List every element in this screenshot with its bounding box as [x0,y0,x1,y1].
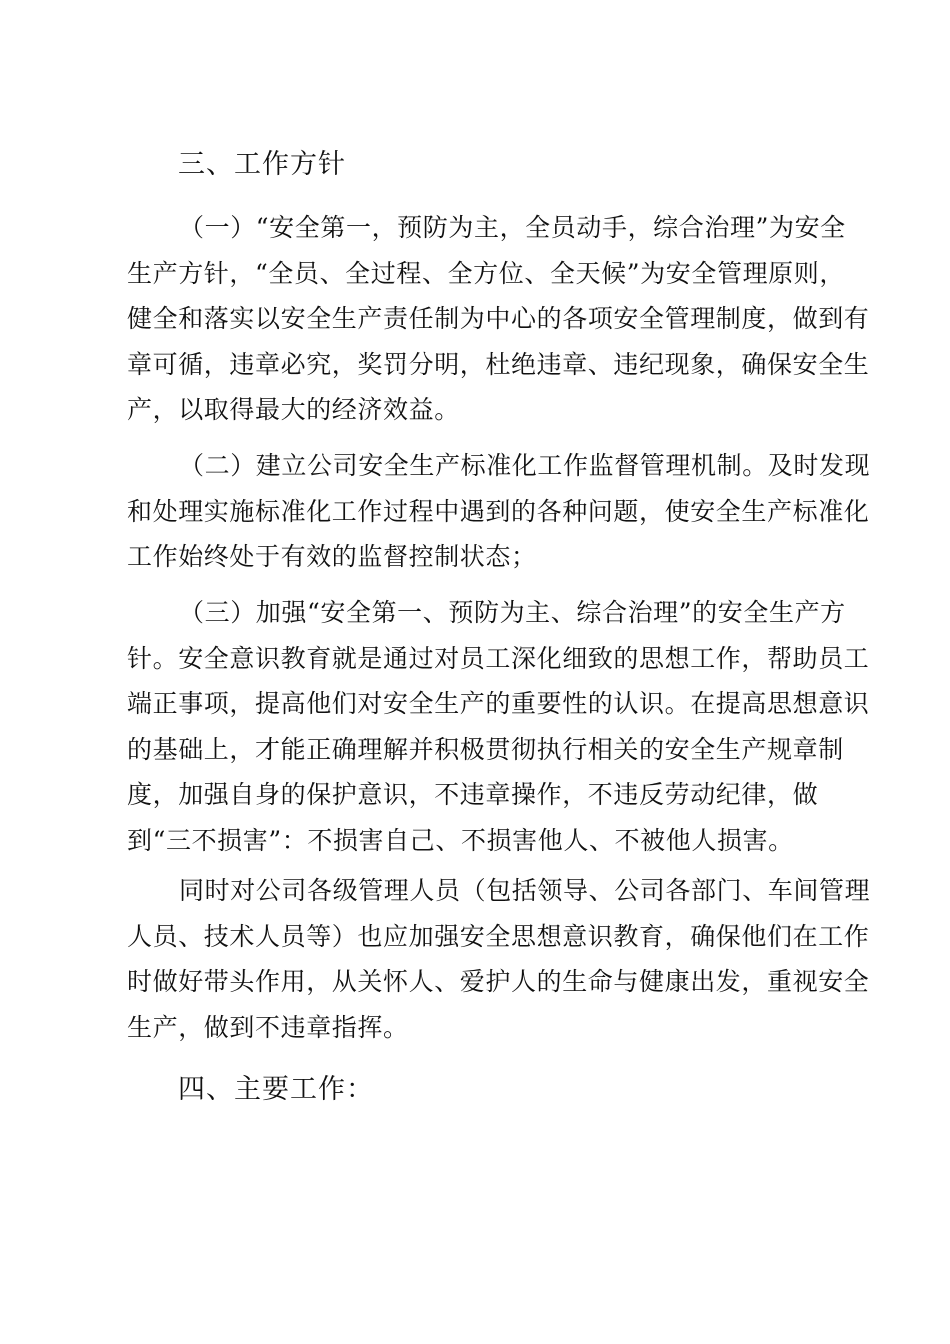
paragraph-4-line-4: 生产，做到不违章指挥。 [127,1012,409,1042]
paragraph-3-line-5: 度，加强自身的保护意识，不违章操作，不违反劳动纪律，做 [127,780,819,809]
paragraph-4-line-2: 人员、技术人员等）也应加强安全思想意识教育，确保他们在工作 [127,921,870,951]
paragraph-1 [127,205,870,433]
paragraph-1-line-2: 生产方针，“全员、全过程、全方位、全天候”为安全管理原则， [127,258,845,288]
paragraph-3-line-4: 的基础上，才能正确理解并积极贯彻执行相关的安全生产规章制 [127,734,844,764]
paragraph-1-line-1: （一）“安全第一，预防为主，全员动手，综合治理”为安全 [179,213,846,242]
section-heading-4: 四、主要工作： [178,1074,374,1105]
paragraph-3-line-3: 端正事项，提高他们对安全生产的重要性的认识。在提高思想意识 [127,689,870,718]
paragraph-1-line-5: 产，以取得最大的经济效益。 [127,395,460,424]
paragraph-1-line-3: 健全和落实以安全生产责任制为中心的各项安全管理制度，做到有 [127,304,870,333]
section-heading-3: 三、工作方针 [178,149,346,180]
paragraph-3-line-2: 针。安全意识教育就是通过对员工深化细致的思想工作，帮助员工 [127,643,870,673]
paragraph-2-line-3: 工作始终处于有效的监督控制状态； [127,542,537,571]
paragraph-3-line-1: （三）加强“安全第一、预防为主、综合治理”的安全生产方 [179,598,846,627]
paragraph-4-line-3: 时做好带头作用，从关怀人、爱护人的生命与健康出发，重视安全 [127,967,870,996]
paragraph-3 [127,590,870,863]
paragraph-2-line-2: 和处理实施标准化工作过程中遇到的各种问题，使安全生产标准化 [127,496,870,526]
paragraph-3-line-6: 到“三不损害”：不损害自己、不损害他人、不被他人损害。 [127,825,794,855]
paragraph-4-line-1: 同时对公司各级管理人员（包括领导、公司各部门、车间管理 [179,876,871,905]
paragraph-2-line-1: （二）建立公司安全生产标准化工作监督管理机制。及时发现 [179,451,871,480]
paragraph-2 [127,443,871,580]
paragraph-1-line-4: 章可循，违章必究，奖罚分明，杜绝违章、违纪现象，确保安全生 [127,349,870,379]
paragraph-4 [127,868,871,1050]
